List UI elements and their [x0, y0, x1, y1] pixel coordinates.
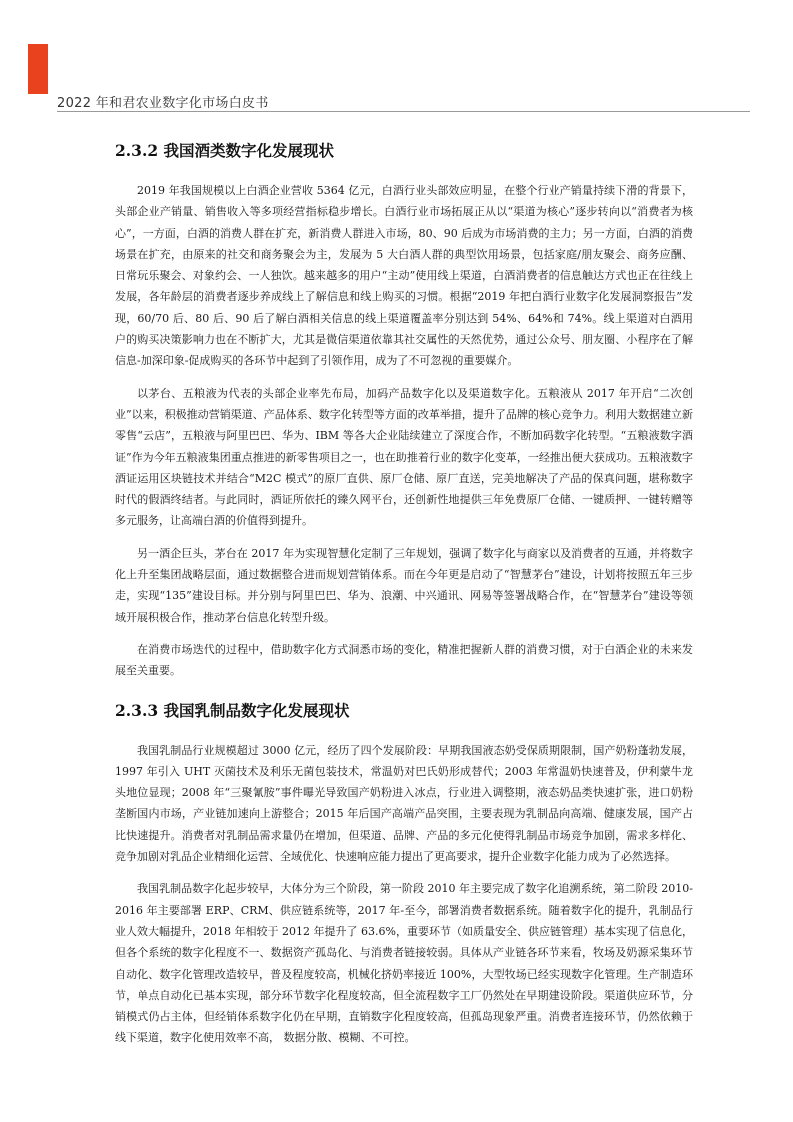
- section-heading-dairy: 2.3.3 我国乳制品数字化发展现状: [115, 700, 350, 720]
- running-header-title: 2022 年和君农业数字化市场白皮书: [57, 96, 269, 111]
- section-heading-liquor: 2.3.2 我国酒类数字化发展现状: [115, 141, 335, 160]
- paragraph: 在消费市场迭代的过程中，借助数字化方式洞悉市场的变化，精准把握新人群的消费习惯，对于白酒企业的未来发展至关重要。: [115, 642, 693, 678]
- page-content: [115, 138, 693, 1049]
- paragraph: 以茅台、五粮液为代表的头部企业率先布局，加码产品数字化以及渠道数字化。五粮液从 2017 年开启“二次创业”以来，积极推动营销渠道、产品体系、数字化转型等方面的改革举措，提升了品牌的核心竞争力。利用大数据建立新零售“云店”，五粮液与阿里巴巴、华为、IBM 等各大企业陆续建立了深度合作，不断加码数字化转型。“五粮液数字酒证”作为今年五粮液集团重点推进的新零售项目之一，也在助推着行业的数字化变革，一经推出便大获成功。五粮液数字酒证运用区块链技术并结合“M2C 模式”的原厂直供、原厂仓储、原厂直送，完美地解决了产品的保真问题，堪称数字时代的假酒终结者。与此同时，酒证所依托的臻久网平台，还创新性地提供三年免费原厂仓储、一键质押、一键转赠等多元服务，让高端白酒的价值得到提升。: [115, 386, 693, 528]
- paragraph: 另一酒企巨头，茅台在 2017 年为实现智慧化定制了三年规划，强调了数字化与商家以及消费者的互通，并将数字化上升至集团战略层面，通过数据整合进而规划营销体系。而在今年更是启动了“智慧茅台”建设，计划将按照五年三步走，实现“135”建设目标。并分别与阿里巴巴、华为、浪潮、中兴通讯、网易等签署战略合作，在“智慧茅台”建设等领域开展积极合作，推动茅台信息化转型升级。: [115, 546, 693, 624]
- paragraph: 我国乳制品行业规模超过 3000 亿元，经历了四个发展阶段：早期我国液态奶受保质期限制，国产奶粉蓬勃发展，1997 年引入 UHT 灭菌技术及利乐无菌包装技术，常温奶对巴氏奶形成替代；2003 年常温奶快速普及，伊利蒙牛龙头地位显现；2008 年“三聚氰胺”事件曝光导致国产奶粉进入冰点，行业进入调整期，液态奶品类快速扩张，进口奶粉垄断国内市场，产业链加速向上游整合；2015 年后国产高端产品突围，主要表现为乳制品向高端、健康发展，国产占比快速提升。消费者对乳制品需求量仍在增加，但渠道、品牌、产品的多元化使得乳制品市场竞争加剧，需求多样化、竞争加剧对乳品企业精细化运营、全域优化、快速响应能力提出了更高要求，提升企业数字化能力成为了必然选择。: [115, 743, 693, 864]
- paragraph: 我国乳制品数字化起步较早，大体分为三个阶段，第一阶段 2010 年主要完成了数字化追溯系统，第二阶段 2010-2016 年主要部署 ERP、CRM、供应链系统等，2017 年-至今，部署消费者数据系统。随着数字化的提升，乳制品行业人效大幅提升，2018 年相较于 2012 年提升了 63.6%，重要环节（如质量安全、供应链管理）基本实现了信息化，但各个系统的数字化程度不一、数据资产孤岛化、与消费者链接较弱。具体从产业链各环节来看，牧场及奶源采集环节自动化、数字化管理改造较早，普及程度较高，机械化挤奶率接近 100%，大型牧场已经实现数字化管理。生产制造环节，单点自动化已基本实现，部分环节数字化程度较高，但全流程数字工厂仍然处在早期建设阶段。渠道供应环节，分销模式仍占主体，但经销体系数字化仍在早期，直销数字化程度较高，但孤岛现象严重。消费者连接环节，仍然依赖于线下渠道，数字化使用效率不高， 数据分散、模糊、不可控。: [115, 882, 693, 1045]
- paragraph: 2019 年我国规模以上白酒企业营收 5364 亿元，白酒行业头部效应明显，在整个行业产销量持续下滑的背景下，头部企业产销量、销售收入等多项经营指标稳步增长。白酒行业市场拓展正从以“渠道为核心”逐步转向以“消费者为核心”，一方面，白酒的消费人群在扩充，新消费人群进入市场，80、90 后成为市场消费的主力；另一方面，白酒的消费场景在扩充，由原来的社交和商务聚会为主，发展为 5 大白酒人群的典型饮用场景，包括家庭/朋友聚会、商务应酬、日常玩乐聚会、对象约会、一人独饮。越来越多的用户“主动”使用线上渠道，白酒消费者的信息触达方式也正在往线上发展，各年龄层的消费者逐步养成线上了解信息和线上购买的习惯。根据“2019 年把白酒行业数字化发展洞察报告”发现，60/70 后、80 后、90 后了解白酒相关信息的线上渠道覆盖率分别达到 54%、64%和 74%。线上渠道对白酒用户的购买决策影响力也在不断扩大，尤其是微信渠道依靠其社交属性的天然优势，通过公众号、朋友圈、小程序在了解信息-加深印象-促成购买的各环节中起到了引领作用，成为了不可忽视的重要媒介。: [115, 184, 693, 368]
- header-accent-bar: [28, 44, 48, 94]
- header-divider: [57, 111, 750, 112]
